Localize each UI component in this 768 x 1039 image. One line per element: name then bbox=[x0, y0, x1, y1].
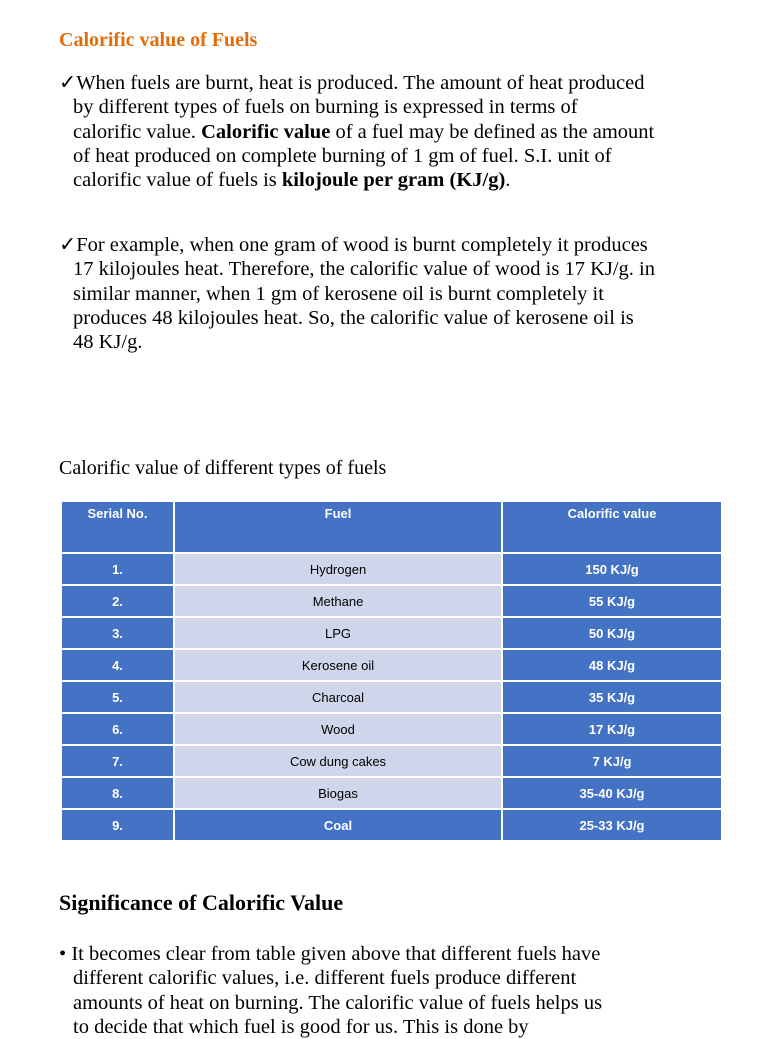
example-paragraph bbox=[59, 233, 729, 354]
serial-cell: 9. bbox=[61, 809, 174, 841]
bold-term: Calorific value bbox=[201, 120, 331, 143]
value-cell: 48 KJ/g bbox=[502, 649, 722, 681]
page-title: Calorific value of Fuels bbox=[59, 29, 258, 51]
header-calorific-value: Calorific value bbox=[502, 501, 722, 553]
fuel-cell: Cow dung cakes bbox=[174, 745, 502, 777]
value-cell: 17 KJ/g bbox=[502, 713, 722, 745]
table-row bbox=[61, 585, 722, 617]
serial-cell: 1. bbox=[61, 553, 174, 585]
paragraph-line: of heat produced on complete burning of 1 gm of fuel. S.I. unit of bbox=[73, 144, 612, 167]
fuel-cell: Charcoal bbox=[174, 681, 502, 713]
serial-cell: 3. bbox=[61, 617, 174, 649]
table-row bbox=[61, 617, 722, 649]
header-fuel: Fuel bbox=[174, 501, 502, 553]
serial-cell: 7. bbox=[61, 745, 174, 777]
paragraph-line: to decide that which fuel is good for us. This is done by bbox=[73, 1015, 529, 1038]
section-heading: Significance of Calorific Value bbox=[59, 890, 344, 915]
checkmark-icon: ✓ bbox=[59, 234, 77, 256]
serial-cell: 6. bbox=[61, 713, 174, 745]
fuel-cell: Methane bbox=[174, 585, 502, 617]
paragraph-line: 48 KJ/g. bbox=[73, 331, 143, 354]
value-cell: 35-40 KJ/g bbox=[502, 777, 722, 809]
value-cell: 25-33 KJ/g bbox=[502, 809, 722, 841]
value-cell: 55 KJ/g bbox=[502, 585, 722, 617]
bold-unit: kilojoule per gram (KJ/g) bbox=[281, 169, 506, 192]
paragraph-line: produces 48 kilojoules heat. So, the calorific value of kerosene oil is bbox=[73, 306, 634, 329]
table-row bbox=[61, 713, 722, 745]
serial-cell: 4. bbox=[61, 649, 174, 681]
paragraph-line: 17 kilojoules heat. Therefore, the calorific value of wood is 17 KJ/g. in bbox=[73, 258, 656, 281]
paragraph-line: similar manner, when 1 gm of kerosene oil is burnt completely it bbox=[73, 282, 604, 305]
table-row bbox=[61, 649, 722, 681]
table-caption: Calorific value of different types of fuels bbox=[59, 457, 387, 479]
fuel-cell: Kerosene oil bbox=[174, 649, 502, 681]
table-row bbox=[61, 745, 722, 777]
paragraph-line: calorific value. Calorific value of a fuel may be defined as the amount bbox=[73, 120, 655, 143]
significance-paragraph bbox=[59, 942, 729, 1039]
table-row bbox=[61, 553, 722, 585]
value-cell: 150 KJ/g bbox=[502, 553, 722, 585]
fuel-cell: LPG bbox=[174, 617, 502, 649]
serial-cell: 8. bbox=[61, 777, 174, 809]
table-row bbox=[61, 777, 722, 809]
paragraph-line: ✓For example, when one gram of wood is burnt completely it produces bbox=[59, 234, 648, 256]
serial-cell: 2. bbox=[61, 585, 174, 617]
fuel-cell: Wood bbox=[174, 713, 502, 745]
paragraph-line: • It becomes clear from table given above that different fuels have bbox=[59, 943, 601, 965]
bullet-icon: • bbox=[59, 943, 67, 965]
calorific-value-table bbox=[60, 500, 723, 842]
table-row bbox=[61, 809, 722, 841]
fuel-cell: Coal bbox=[174, 809, 502, 841]
value-cell: 7 KJ/g bbox=[502, 745, 722, 777]
checkmark-icon: ✓ bbox=[59, 72, 77, 94]
table-row bbox=[61, 681, 722, 713]
paragraph-line: different calorific values, i.e. different fuels produce different bbox=[73, 967, 577, 990]
header-serial: Serial No. bbox=[61, 501, 174, 553]
value-cell: 50 KJ/g bbox=[502, 617, 722, 649]
table-header-row bbox=[61, 501, 722, 553]
paragraph-line: amounts of heat on burning. The calorific value of fuels helps us bbox=[73, 991, 603, 1014]
value-cell: 35 KJ/g bbox=[502, 681, 722, 713]
fuel-cell: Biogas bbox=[174, 777, 502, 809]
paragraph-line: calorific value of fuels is kilojoule per gram (KJ/g). bbox=[73, 169, 511, 192]
serial-cell: 5. bbox=[61, 681, 174, 713]
definition-paragraph bbox=[59, 71, 729, 192]
paragraph-line: by different types of fuels on burning is expressed in terms of bbox=[73, 96, 578, 119]
fuel-cell: Hydrogen bbox=[174, 553, 502, 585]
paragraph-line: ✓When fuels are burnt, heat is produced. The amount of heat produced bbox=[59, 72, 645, 94]
